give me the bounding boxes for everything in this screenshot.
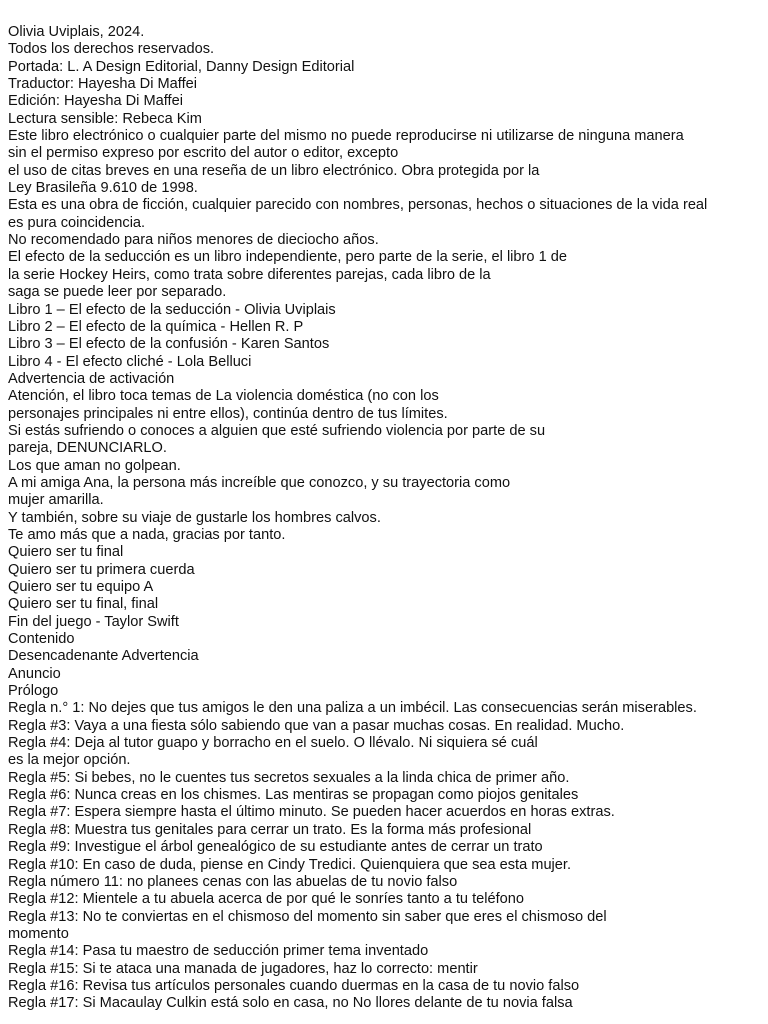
- text-line: Regla número 11: no planees cenas con las abuelas de tu novio falso: [8, 873, 458, 890]
- text-line: Regla #15: Si te ataca una manada de jugadores, haz lo correcto: mentir: [8, 960, 478, 977]
- text-line: Regla #9: Investigue el árbol genealógico de su estudiante antes de cerrar un trato: [8, 839, 543, 856]
- text-line: Atención, el libro toca temas de La violencia doméstica (no con los: [8, 388, 439, 405]
- text-line: Libro 4 - El efecto cliché - Lola Belluci: [8, 353, 252, 370]
- text-line: Traductor: Hayesha Di Maffei: [8, 76, 197, 93]
- text-line: Este libro electrónico o cualquier parte del mismo no puede reproducirse ni utilizarse de ninguna manera: [8, 128, 684, 145]
- document-text: [8, 24, 760, 1013]
- text-line: saga se puede leer por separado.: [8, 284, 227, 301]
- text-line: Regla #12: Mientele a tu abuela acerca de por qué le sonríes tanto a tu teléfono: [8, 891, 524, 908]
- text-line: Regla #5: Si bebes, no le cuentes tus secretos sexuales a la linda chica de primer año.: [8, 769, 570, 786]
- text-line: Regla #10: En caso de duda, piense en Cindy Tredici. Quienquiera que sea esta mujer.: [8, 856, 572, 873]
- text-line: Los que aman no golpean.: [8, 457, 181, 474]
- text-line: Olivia Uviplais, 2024.: [8, 24, 145, 40]
- text-line: Desencadenante Advertencia: [8, 648, 199, 665]
- text-line: Todos los derechos reservados.: [8, 41, 215, 58]
- text-line: Contenido: [8, 631, 75, 648]
- text-line: Te amo más que a nada, gracias por tanto.: [8, 526, 286, 543]
- text-line: Libro 1 – El efecto de la seducción - Olivia Uviplais: [8, 301, 336, 318]
- text-line: es pura coincidencia.: [8, 214, 146, 231]
- text-line: Regla #13: No te conviertas en el chismoso del momento sin saber que eres el chismoso del: [8, 908, 607, 925]
- text-line: Regla #14: Pasa tu maestro de seducción primer tema inventado: [8, 943, 429, 960]
- text-line: personajes principales ni entre ellos), continúa dentro de tus límites.: [8, 405, 448, 422]
- text-line: Portada: L. A Design Editorial, Danny Design Editorial: [8, 58, 355, 75]
- text-line: Lectura sensible: Rebeca Kim: [8, 110, 202, 127]
- text-line: Regla #8: Muestra tus genitales para cerrar un trato. Es la forma más profesional: [8, 821, 532, 838]
- text-line: Libro 3 – El efecto de la confusión - Karen Santos: [8, 336, 330, 353]
- text-line: Advertencia de activación: [8, 370, 175, 387]
- text-line: Libro 2 – El efecto de la química - Hellen R. P: [8, 318, 304, 335]
- text-line: Quiero ser tu final: [8, 544, 124, 561]
- text-line: pareja, DENUNCIARLO.: [8, 440, 167, 457]
- text-line: sin el permiso expreso por escrito del autor o editor, excepto: [8, 145, 399, 162]
- text-line: Si estás sufriendo o conoces a alguien que esté sufriendo violencia por parte de su: [8, 422, 546, 439]
- text-line: la serie Hockey Heirs, como trata sobre diferentes parejas, cada libro de la: [8, 266, 491, 283]
- text-line: No recomendado para niños menores de dieciocho años.: [8, 232, 379, 249]
- text-line: Regla #7: Espera siempre hasta el último minuto. Se pueden hacer acuerdos en horas extras.: [8, 804, 615, 821]
- text-line: A mi amiga Ana, la persona más increíble que conozco, y su trayectoria como: [8, 474, 511, 491]
- text-line: momento: [8, 925, 69, 942]
- text-line: Regla #3: Vaya a una fiesta sólo sabiendo que van a pasar muchas cosas. En realidad. Mucho.: [8, 717, 625, 734]
- text-line: el uso de citas breves en una reseña de un libro electrónico. Obra protegida por la: [8, 162, 540, 179]
- text-line: Quiero ser tu final, final: [8, 596, 159, 613]
- text-line: Y también, sobre su viaje de gustarle los hombres calvos.: [8, 509, 381, 526]
- text-line: Regla #16: Revisa tus artículos personales cuando duermas en la casa de tu novio falso: [8, 977, 580, 994]
- text-line: Fin del juego - Taylor Swift: [8, 613, 179, 630]
- text-line: Anuncio: [8, 665, 61, 682]
- text-line: Quiero ser tu primera cuerda: [8, 561, 195, 578]
- text-line: Regla n.° 1: No dejes que tus amigos le den una paliza a un imbécil. Las consecuencias serán miserables.: [8, 700, 697, 717]
- text-line: Regla #17: Si Macaulay Culkin está solo en casa, no No llores delante de tu novia falsa: [8, 995, 573, 1012]
- text-line: Quiero ser tu equipo A: [8, 579, 154, 595]
- text-line: Regla #6: Nunca creas en los chismes. Las mentiras se propagan como piojos genitales: [8, 787, 579, 804]
- text-line: Edición: Hayesha Di Maffei: [8, 93, 183, 110]
- text-line: Esta es una obra de ficción, cualquier parecido con nombres, personas, hechos o situaciones de la vida real: [8, 197, 708, 214]
- text-line: Prólogo: [8, 683, 59, 700]
- text-line: Ley Brasileña 9.610 de 1998.: [8, 180, 198, 197]
- text-line: Regla #4: Deja al tutor guapo y borracho en el suelo. O llévalo. Ni siquiera sé cuál: [8, 735, 538, 752]
- text-line: es la mejor opción.: [8, 752, 131, 769]
- text-line: El efecto de la seducción es un libro independiente, pero parte de la serie, el libro 1 de: [8, 249, 567, 266]
- text-line: mujer amarilla.: [8, 492, 104, 509]
